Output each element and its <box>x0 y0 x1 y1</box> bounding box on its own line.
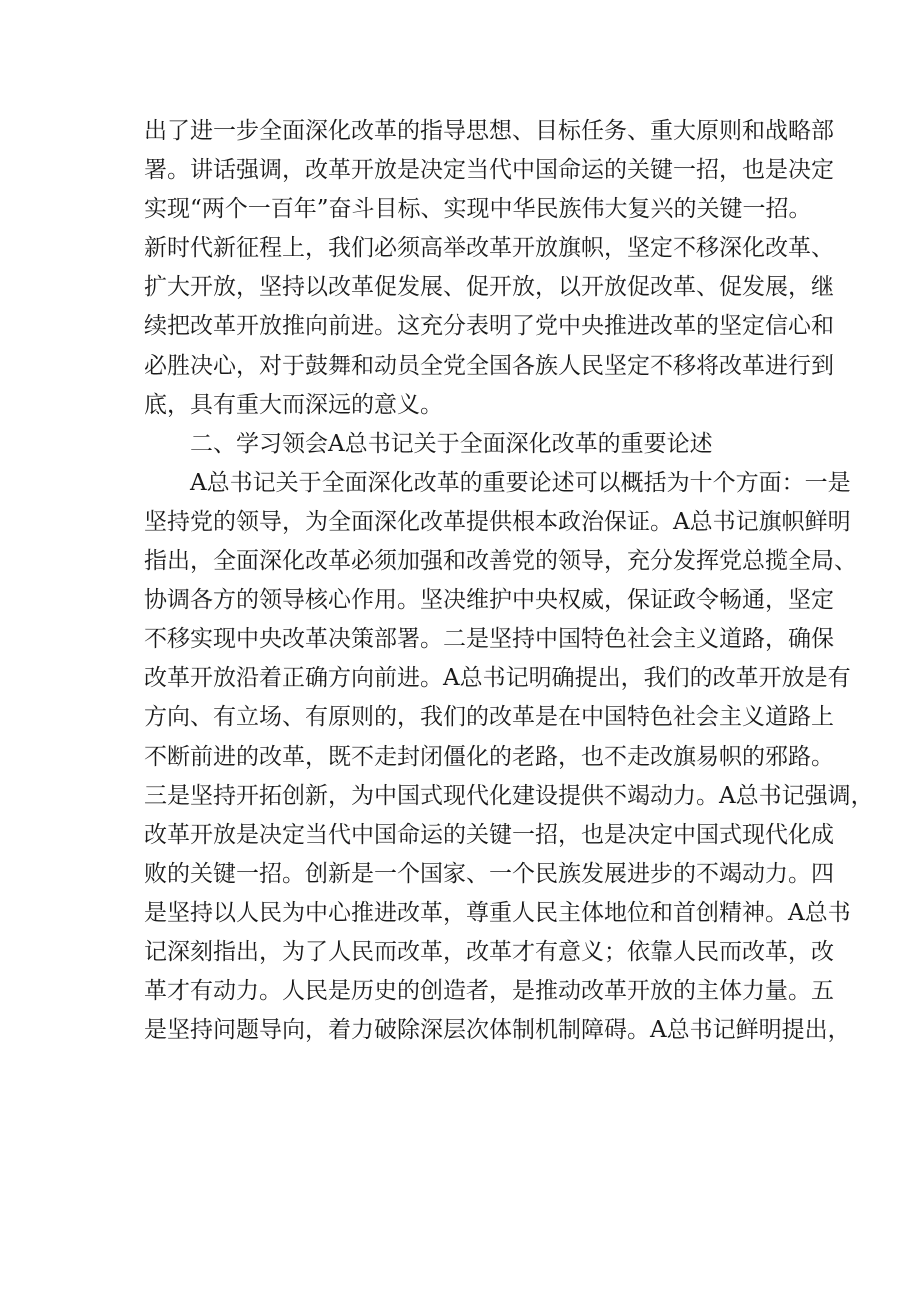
text-line: 出了进一步全面深化改革的指导思想、目标任务、重大原则和战略部 <box>144 118 834 144</box>
text-line: 署。讲话强调，改革开放是决定当代中国命运的关键一招，也是决定 <box>144 157 834 184</box>
text-line: 三是坚持开拓创新，为中国式现代化建设提供不竭动力。A总书记强调， <box>144 782 874 809</box>
text-line: 改革开放沿着正确方向前进。A总书记明确提出，我们的改革开放是有 <box>144 665 851 692</box>
text-line: 败的关键一招。创新是一个国家、一个民族发展进步的不竭动力。四 <box>144 860 834 887</box>
text-line: 必胜决心，对于鼓舞和动员全党全国各族人民坚定不移将改革进行到 <box>144 352 834 379</box>
text-line: 是坚持以人民为中心推进改革，尊重人民主体地位和首创精神。A总书 <box>144 899 851 926</box>
text-line: 扩大开放，坚持以改革促发展、促开放，以开放促改革、促发展，继 <box>144 274 834 301</box>
text-line: 革才有动力。人民是历史的创造者，是推动改革开放的主体力量。五 <box>144 978 834 1005</box>
text-line: 新时代新征程上，我们必须高举改革开放旗帜，坚定不移深化改革、 <box>144 235 834 262</box>
text-line: 是坚持问题导向，着力破除深层次体制机制障碍。A总书记鲜明提出， <box>144 1017 851 1044</box>
text-line: 改革开放是决定当代中国命运的关键一招，也是决定中国式现代化成 <box>144 821 834 848</box>
text-line: 不移实现中央改革决策部署。二是坚持中国特色社会主义道路，确保 <box>144 626 834 653</box>
text-line: 不断前进的改革，既不走封闭僵化的老路，也不走改旗易帜的邪路。 <box>144 743 834 770</box>
text-line: 指出，全面深化改革必须加强和改善党的领导，充分发挥党总揽全局、 <box>144 548 857 575</box>
text-line: 方向、有立场、有原则的，我们的改革是在中国特色社会主义道路上 <box>144 704 834 731</box>
text-line: A总书记关于全面深化改革的重要论述可以概括为十个方面：一是 <box>190 469 851 496</box>
text-line: 协调各方的领导核心作用。坚决维护中央权威，保证政令畅通，坚定 <box>144 587 834 614</box>
body-text <box>144 112 874 1050</box>
text-line: 实现“两个一百年”奋斗目标、实现中华民族伟大复兴的关键一招。 <box>144 196 812 223</box>
text-line: 坚持党的领导，为全面深化改革提供根本政治保证。A总书记旗帜鲜明 <box>144 508 851 535</box>
text-line: 记深刻指出，为了人民而改革，改革才有意义；依靠人民而改革，改 <box>144 938 834 965</box>
text-line: 底，具有重大而深远的意义。 <box>144 391 443 418</box>
section-heading: 二、学习领会A总书记关于全面深化改革的重要论述 <box>190 430 713 457</box>
text-line: 续把改革开放推向前进。这充分表明了党中央推进改革的坚定信心和 <box>144 313 834 340</box>
